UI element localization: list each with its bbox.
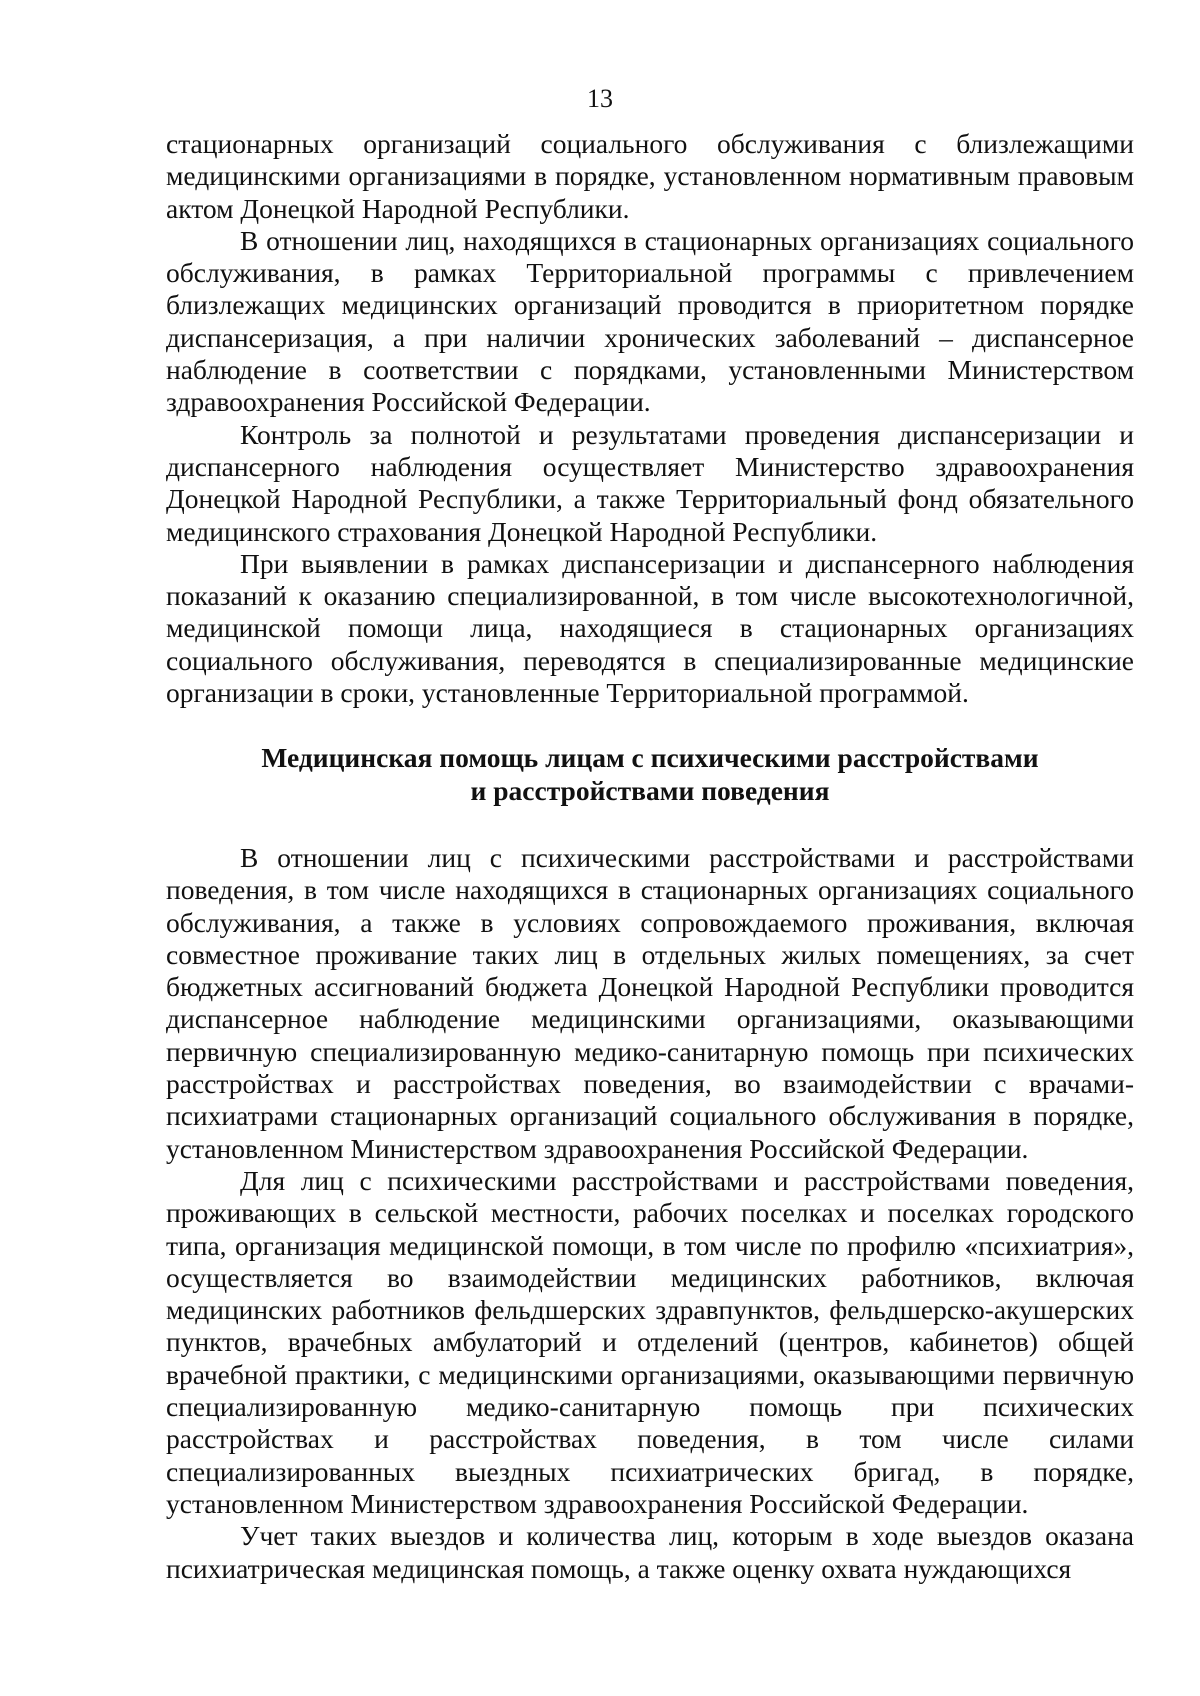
paragraph: Для лиц с психическими расстройствами и расстройствами поведения, проживающих в сельской местности, рабочих поселках и поселках городского типа, организация медицинской помощи, в том числе по профилю «психиатрия», осуществляется во взаимодействии медицинских работников, включая медицинских работников фельдшерских здравпунктов, фельдшерско-акушерских пунктов, врачебных амбулаторий и отделений (центров, кабинетов) общей врачебной практики, с медицинскими организациями, оказывающими первичную специализированную медико-санитарную помощь при психических расстройствах и расстройствах поведения, в том числе силами специализированных выездных психиатрических бригад, в порядке, установленном Министерством здравоохранения Российской Федерации.: [166, 1164, 1134, 1519]
paragraph: Контроль за полнотой и результатами проведения диспансеризации и диспансерного наблюдения осуществляет Министерство здравоохранения Донецкой Народной Республики, а также Территориальный фонд обязательного медицинского страхования Донецкой Народной Республики.: [166, 418, 1134, 547]
paragraph: Учет таких выездов и количества лиц, которым в ходе выездов оказана психиатрическая медицинская помощь, а также оценку охвата нуждающихся: [166, 1520, 1134, 1584]
body-text-section: [166, 842, 1134, 1585]
paragraph: В отношении лиц с психическими расстройствами и расстройствами поведения, в том числе находящихся в стационарных организациях социального обслуживания, а также в условиях сопровождаемого проживания, включая совместное проживание таких лиц в отдельных жилых помещениях, за счет бюджетных ассигнований бюджета Донецкой Народной Республики проводится диспансерное наблюдение медицинскими организациями, оказывающими первичную специализированную медико-санитарную помощь при психических расстройствах и расстройствах поведения, во взаимодействии с врачами-психиатрами стационарных организаций социального обслуживания в порядке, установленном Министерством здравоохранения Российской Федерации.: [166, 842, 1134, 1164]
page-number: 13: [587, 84, 613, 113]
paragraph: При выявлении в рамках диспансеризации и диспансерного наблюдения показаний к оказанию специализированной, в том числе высокотехнологичной, медицинской помощи лица, находящиеся в стационарных организациях социального обслуживания, переводятся в специализированные медицинские организации в сроки, установленные Территориальной программой.: [166, 547, 1134, 709]
section-heading-line: Медицинская помощь лицам с психическими расстройствами: [261, 742, 1039, 773]
body-text-top: [166, 128, 1134, 709]
section-heading-line: и расстройствами поведения: [470, 775, 830, 806]
section-heading: [166, 741, 1134, 807]
paragraph: В отношении лиц, находящихся в стационарных организациях социального обслуживания, в рамках Территориальной программы с привлечением близлежащих медицинских организаций проводится в приоритетном порядке диспансеризация, а при наличии хронических заболеваний – диспансерное наблюдение в соответствии с порядками, установленными Министерством здравоохранения Российской Федерации.: [166, 224, 1134, 418]
paragraph: стационарных организаций социального обслуживания с близлежащими медицинскими организациями в порядке, установленном нормативным правовым актом Донецкой Народной Республики.: [166, 128, 1134, 224]
